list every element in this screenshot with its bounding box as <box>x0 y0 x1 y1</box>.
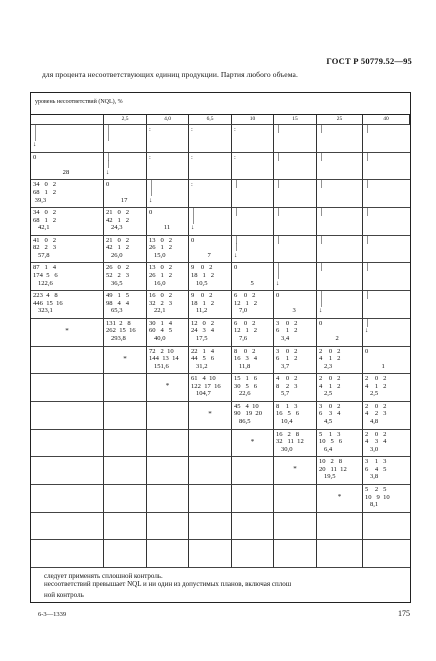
column-header: 6,5 <box>189 115 232 125</box>
note-line-3: ной контроль <box>44 591 84 599</box>
table-cell: │ <box>274 208 317 236</box>
table-cell: 4 0 2 8 2 3 5,7 <box>274 374 317 402</box>
table-cell: 0 5 <box>232 263 274 291</box>
table-cell: 6 0 2 12 1 2 7,0 <box>232 291 274 319</box>
table-cell <box>31 347 104 375</box>
table-cell: 9 0 2 18 1 2 11,2 <box>189 291 232 319</box>
table-cell: 10 2 8 20 11 12 19,5 <box>317 457 363 485</box>
table-cell: 3 0 2 6 3 4 4,5 <box>317 402 363 430</box>
table-cell: │ <box>363 291 410 319</box>
table-cell: : <box>189 153 232 181</box>
star-marker: * <box>165 382 170 391</box>
table-cell: : <box>147 153 189 181</box>
table-cell <box>104 374 147 402</box>
sampling-table-frame <box>30 92 411 603</box>
table-cell <box>147 374 189 402</box>
table-cell: 3 0 2 6 1 2 3,4 <box>274 319 317 347</box>
table-cell <box>31 540 104 568</box>
table-cell: 13 0 2 26 1 2 15,0 <box>147 236 189 264</box>
table-cell: 2 0 2 4 2 3 4,8 <box>363 402 410 430</box>
table-cell <box>104 430 147 458</box>
table-cell <box>189 485 232 513</box>
table-cell <box>232 540 274 568</box>
table-cell <box>189 540 232 568</box>
table-cell <box>363 513 410 541</box>
table-cell <box>274 513 317 541</box>
table-cell: 0 11 <box>147 208 189 236</box>
table-cell: │ │ ↓ <box>189 208 232 236</box>
table-cell <box>189 430 232 458</box>
table-cell: │ │ ↓ <box>274 263 317 291</box>
table-cell: : <box>232 125 274 153</box>
table-cell: 34 0 2 68 1 2 39,3 <box>31 180 104 208</box>
sampling-table <box>31 114 410 568</box>
table-cell: │ <box>363 236 410 264</box>
table-cell: 21 0 2 42 1 2 26,0 <box>104 236 147 264</box>
table-cell: │ │ <box>104 125 147 153</box>
star-marker: * <box>65 326 69 335</box>
table-cell: 8 1 3 16 5 6 10,4 <box>274 402 317 430</box>
table-cell <box>232 430 274 458</box>
table-cell: : <box>147 125 189 153</box>
table-cell: 0 28 <box>31 153 104 181</box>
table-cell <box>31 319 104 347</box>
note-line-1: следует применять сплошной контроль. <box>44 572 163 580</box>
table-cell: 22 1 4 44 5 6 31,2 <box>189 347 232 375</box>
table-cell: │ │ ↓ <box>232 236 274 264</box>
table-cell <box>147 540 189 568</box>
table-cell <box>232 513 274 541</box>
table-cell <box>31 457 104 485</box>
table-cell: 87 1 4 174 5 6 122,6 <box>31 263 104 291</box>
table-cell <box>274 457 317 485</box>
table-cell: │ <box>363 263 410 291</box>
table-cell: │ <box>274 180 317 208</box>
table-cell: 5 2 5 10 9 10 8,1 <box>363 485 410 513</box>
table-cell: │ <box>317 208 363 236</box>
table-cell <box>317 540 363 568</box>
table-cell: : <box>189 180 232 208</box>
table-cell: 72 2 10 144 13 14 151,6 <box>147 347 189 375</box>
table-cell: 223 4 8 446 15 16 323,1 <box>31 291 104 319</box>
table-cell: │ │ ↓ <box>104 153 147 181</box>
star-marker: * <box>123 354 127 363</box>
table-cell <box>31 485 104 513</box>
table-cell: │ <box>363 153 410 181</box>
star-marker: * <box>208 409 212 418</box>
table-cell <box>104 540 147 568</box>
table-cell: 21 0 2 42 1 2 24,3 <box>104 208 147 236</box>
table-cell: │ <box>274 153 317 181</box>
table-cell: │ <box>317 180 363 208</box>
table-cell <box>104 485 147 513</box>
footer-code: 6-3—1339 <box>38 611 67 618</box>
column-header: 40 <box>363 115 410 125</box>
table-cell <box>147 457 189 485</box>
note-line-2: несоответствий превышает NQL и ни один из допустимых планов, включая сплош <box>44 580 292 588</box>
table-cell <box>104 513 147 541</box>
table-cell: 0 17 <box>104 180 147 208</box>
table-cell <box>274 540 317 568</box>
table-cell <box>147 485 189 513</box>
table-cell <box>147 513 189 541</box>
table-cell: │ <box>363 208 410 236</box>
table-cell: │ │ ↓ <box>147 180 189 208</box>
table-cell <box>31 374 104 402</box>
table-cell <box>232 485 274 513</box>
column-header: 10 <box>232 115 274 125</box>
table-cell: │ <box>232 180 274 208</box>
table-heading: уровень несоответствий (NQL), % <box>35 99 123 105</box>
table-cell: 5 1 3 10 5 6 6,4 <box>317 430 363 458</box>
table-cell: 2 0 2 4 1 2 2,5 <box>317 374 363 402</box>
table-cell: 0 7 <box>189 236 232 264</box>
table-cell: │ │ ↓ <box>31 125 104 153</box>
table-cell <box>147 430 189 458</box>
table-cell: │ <box>363 125 410 153</box>
table-cell: 0 1 <box>363 347 410 375</box>
table-cell <box>274 485 317 513</box>
table-cell <box>317 485 363 513</box>
column-header: 2,5 <box>104 115 147 125</box>
table-cell: 3 0 2 6 1 2 3,7 <box>274 347 317 375</box>
table-cell: │ │ ↓ <box>317 291 363 319</box>
table-cell: 2 0 2 4 3 4 3,0 <box>363 430 410 458</box>
table-cell: 2 0 2 4 1 2 2,5 <box>363 374 410 402</box>
table-cell: │ <box>363 180 410 208</box>
table-cell: │ <box>317 263 363 291</box>
table-cell: 61 4 10 122 17 16 104,7 <box>189 374 232 402</box>
table-cell <box>317 513 363 541</box>
table-cell: 3 1 3 6 4 5 3,8 <box>363 457 410 485</box>
table-cell: │ <box>317 153 363 181</box>
table-cell <box>232 457 274 485</box>
page-number: 175 <box>398 609 410 618</box>
table-cell: 16 2 8 32 11 12 30,0 <box>274 430 317 458</box>
table-cell: 13 0 2 26 1 2 16,0 <box>147 263 189 291</box>
table-cell <box>189 402 232 430</box>
column-header <box>31 115 104 125</box>
table-cell: 34 0 2 68 1 2 42,1 <box>31 208 104 236</box>
table-cell: │ <box>317 236 363 264</box>
table-cell: 0 3 <box>274 291 317 319</box>
table-cell: 0 2 <box>317 319 363 347</box>
table-cell: : <box>189 125 232 153</box>
table-cell: │ <box>274 236 317 264</box>
table-cell <box>31 430 104 458</box>
table-cell: 26 0 2 52 2 3 36,5 <box>104 263 147 291</box>
table-cell <box>104 457 147 485</box>
table-cell: │ <box>232 208 274 236</box>
table-cell: 2 0 2 4 1 2 2,3 <box>317 347 363 375</box>
table-cell: │ ↓ <box>363 319 410 347</box>
table-cell: : <box>232 153 274 181</box>
table-cell <box>31 513 104 541</box>
table-cell: 8 0 2 16 3 4 11,8 <box>232 347 274 375</box>
table-cell <box>104 402 147 430</box>
column-header: 25 <box>317 115 363 125</box>
table-cell: │ <box>317 125 363 153</box>
table-cell: 15 1 6 30 5 6 22,6 <box>232 374 274 402</box>
table-cell: 49 1 5 98 4 4 65,3 <box>104 291 147 319</box>
table-cell: 16 0 2 32 2 3 22,1 <box>147 291 189 319</box>
star-marker: * <box>250 437 255 446</box>
table-cell: 9 0 2 18 1 2 10,5 <box>189 263 232 291</box>
intro-text: для процента несоответствующих единиц продукции. Партия любого объема. <box>42 70 298 79</box>
table-cell <box>147 402 189 430</box>
table-cell <box>363 540 410 568</box>
table-cell <box>31 402 104 430</box>
column-header: 4,0 <box>147 115 189 125</box>
table-cell: 131 2 8 262 15 16 293,8 <box>104 319 147 347</box>
star-marker: * <box>293 465 297 474</box>
star-marker: * <box>337 492 342 501</box>
table-cell <box>189 513 232 541</box>
table-cell: 41 0 2 82 2 3 57,8 <box>31 236 104 264</box>
table-cell <box>104 347 147 375</box>
table-cell: 30 1 4 60 4 5 40,0 <box>147 319 189 347</box>
table-cell: │ <box>274 125 317 153</box>
column-header: 15 <box>274 115 317 125</box>
table-cell <box>189 457 232 485</box>
table-cell: 45 4 10 90 19 20 86,5 <box>232 402 274 430</box>
table-cell: 12 0 2 24 3 4 17,5 <box>189 319 232 347</box>
table-cell: 6 0 2 12 1 2 7,6 <box>232 319 274 347</box>
document-code: ГОСТ Р 50779.52—95 <box>326 56 412 66</box>
